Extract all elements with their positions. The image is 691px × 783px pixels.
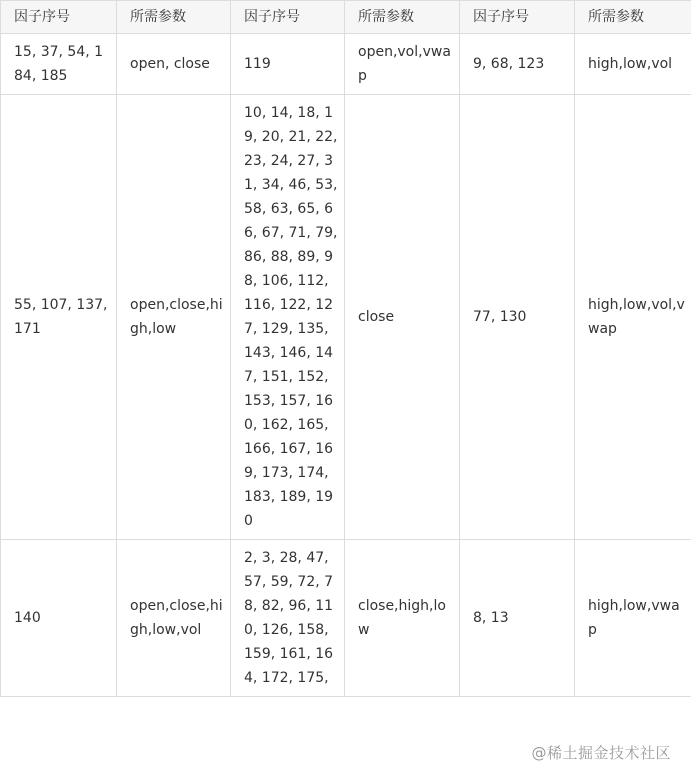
header-factor-index: 因子序号 xyxy=(460,1,575,34)
header-required-params: 所需参数 xyxy=(117,1,231,34)
factor-index-cell: 77, 130 xyxy=(460,95,575,540)
params-cell: high,low,vol xyxy=(575,34,691,95)
table-row xyxy=(1,540,691,697)
header-factor-index: 因子序号 xyxy=(231,1,345,34)
factor-index-cell: 55, 107, 137, 171 xyxy=(1,95,117,540)
params-cell: open, close xyxy=(117,34,231,95)
params-cell: open,close,high,low,vol xyxy=(117,540,231,697)
factor-index-cell: 10, 14, 18, 19, 20, 21, 22, 23, 24, 27, 31, 34, 46, 53, 58, 63, 65, 66, 67, 71, 79, 86, 88, 89, 98, 106, 112, 116, 122, 127, 129, 135, 143, 146, 147, 151, 152, 153, 157, 160, 162, 165, 166, 167, 169, 173, 174, 183, 189, 190 xyxy=(231,95,345,540)
params-cell: high,low,vwap xyxy=(575,540,691,697)
factor-index-cell: 15, 37, 54, 184, 185 xyxy=(1,34,117,95)
table-row xyxy=(1,34,691,95)
factor-index-cell: 2, 3, 28, 47, 57, 59, 72, 78, 82, 96, 110, 126, 158, 159, 161, 164, 172, 175, xyxy=(231,540,345,697)
params-cell: open,vol,vwap xyxy=(345,34,460,95)
factor-index-cell: 9, 68, 123 xyxy=(460,34,575,95)
factor-index-cell: 140 xyxy=(1,540,117,697)
params-cell: close xyxy=(345,95,460,540)
site-watermark: @稀土掘金技术社区 xyxy=(531,744,671,762)
params-cell: open,close,high,low xyxy=(117,95,231,540)
header-row xyxy=(1,1,691,34)
header-required-params: 所需参数 xyxy=(575,1,691,34)
factor-index-cell: 119 xyxy=(231,34,345,95)
params-cell: close,high,low xyxy=(345,540,460,697)
params-cell: high,low,vol,vwap xyxy=(575,95,691,540)
header-factor-index: 因子序号 xyxy=(1,1,117,34)
factor-index-cell: 8, 13 xyxy=(460,540,575,697)
header-required-params: 所需参数 xyxy=(345,1,460,34)
table-row xyxy=(1,95,691,540)
